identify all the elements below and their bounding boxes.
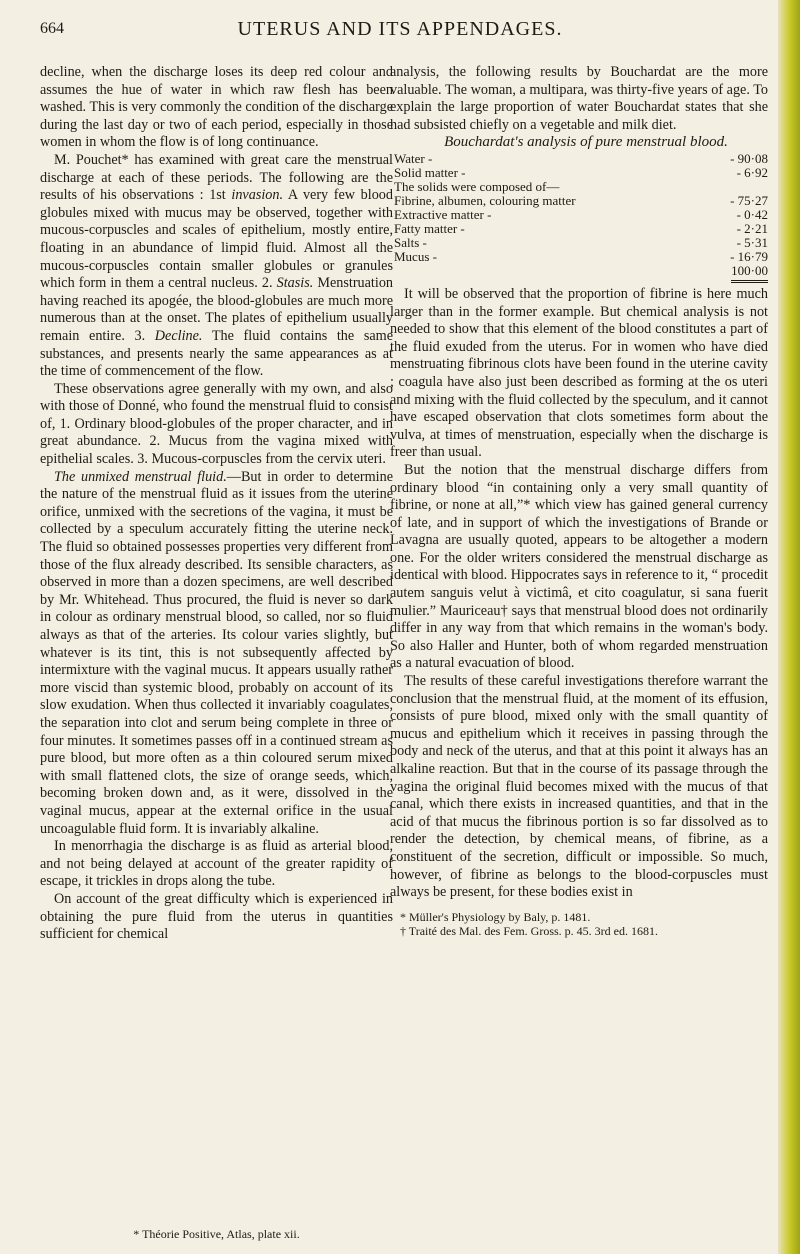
paragraph: These observations agree generally with my own, and also with those of Donné, who found the menstrual fluid to consist of, 1. Ordinary blood-globules of the proper character, and in great abundance. 2. Mucus from the vagina mixed with epithelial scales. 3. Mucous-corpuscles from the cervix uteri.: [40, 380, 393, 468]
right-column: [390, 64, 768, 938]
paragraph: In menorrhagia the discharge is as fluid as arterial blood, and not being delayed at account of the greater rapidity of escape, it trickles in drops along the tube.: [40, 838, 393, 890]
paragraph: On account of the great difficulty which is experienced in obtaining the pure fluid from the uterus in quantities sufficient for chemical: [40, 890, 393, 943]
paragraph: But the notion that the menstrual discharge differs from ordinary blood “in containing only a very small quantity of fibrine, or none at all,”* which view has gained general currency of late, and in support of which the investigations of Brande or Lavagna are usually quoted, appears to be altogether a modern one. For the older writers considered the menstrual discharge as identical with blood. Hippocrates says in reference to it, “ procedit autem sanguis velut à victimâ, et cito coagulatur, si sana fuerit mulier.” Mauriceau† says that menstrual blood does not ordinarily differ in any way from that which remains in the woman's body. So also Haller and Hunter, both of whom regarded menstruation as a natural evacuation of blood.: [390, 461, 768, 672]
table-row: Salts - - 5·31: [394, 234, 768, 250]
table-row: The solids were composed of—: [394, 178, 560, 194]
table-row: Fibrine, albumen, colouring matter - 75·27: [394, 192, 768, 208]
analysis-table: [390, 152, 768, 278]
paragraph: The unmixed menstrual fluid.—But in order to determine the nature of the menstrual fluid as it issues from the uterine orifice, unmixed with the secretions of the vagina, it must be collected by a speculum accurately fitting the uterine neck. The fluid so obtained possesses properties very different from those of the flux already described. Its sensible characters, as observed in more than a dozen specimens, are well described by Mr. Whitehead. Thus procured, the fluid is never so dark in colour as ordinary menstrual blood, so called, nor so fluid always as that of the arteries. Its colour varies slightly, but whatever is its tint, this is not subsequently affected by intermixture with the vaginal mucus. It appears usually rather more viscid than systemic blood, probably on account of its slow exudation. When thus collected it invariably coagulates, the separation into clot and serum being complete in three or four minutes. It sometimes passes off in a continued stream as pure blood, but more often as a thin coloured serum mixed with small flattened clots, the size of orange seeds, which, becoming broken down and, as it were, dissolved in the vaginal mucus, appear at the external orifice in the usual uncoagulable fluid form. It is invariably alkaline.: [40, 468, 393, 837]
footnotes: [390, 910, 768, 938]
table-row: Mucus - - 16·79: [394, 248, 768, 264]
section-heading: The unmixed menstrual fluid.: [54, 468, 227, 485]
page-number: 664: [40, 20, 64, 37]
paragraph: M. Pouchet* has examined with great care the menstrual discharge at each of these periods. The following are the results of his observations : 1st invasion. A very few blood globules mixed with mucus may be observed, together with mucous-corpuscles and scales of epithelium, mostly entire, floating in an abundance of limpid fluid. Almost all the mucous-corpuscles contain smaller globules or granules which form in them a central nucleus. 2. Stasis. Menstruation having reached its apogée, the blood-globules are much more numerous than at the onset. The plates of epithelium usually remain entire. 3. Decline. The fluid contains the same substances, and presents nearly the same appearances as at the time of commencement of the flow.: [40, 151, 394, 380]
table-total: 100·00: [731, 263, 768, 283]
footnote: * Théorie Positive, Atlas, plate xii.: [133, 1227, 300, 1241]
paragraph: analysis, the following results by Bouchardat are the more valuable. The woman, a multipara, was thirty-five years of age. To explain the large proportion of water Bouchardat states that she had subsisted chiefly on a vegetable and milk diet.: [390, 64, 768, 133]
table-total-row: [390, 264, 768, 278]
left-column: [40, 64, 393, 944]
table-title: Bouchardat's analysis of pure menstrual blood.: [444, 134, 728, 151]
running-head: UTERUS AND ITS APPENDAGES.: [237, 18, 563, 40]
table-row: Fatty matter - - 2·21: [394, 220, 768, 236]
paragraph: The results of these careful investigations therefore warrant the conclusion that the menstrual fluid, at the moment of its effusion, consists of pure blood, mixed only with the small quantity of mucus and epithelium which it receives in passing through the body and neck of the uterus, and that at this point it always has an alkaline reaction. But that in the course of its passage through the vagina the original fluid becomes mixed with the mucus of that canal, which there exists in increased quantities, and that in the acid of that mucus the fibrinous portion is so far dissolved as to render the detection, by chemical means, of fibrine, as a constituent of the secretion, difficult or impossible. So much, however, of fibrine as belongs to the blood-corpuscles must always be present, for these bodies exist in: [390, 673, 768, 901]
page-edge: [778, 0, 800, 1254]
paragraph: It will be observed that the proportion of fibrine is here much larger than in the former example. But chemical analysis is not needed to show that this element of the blood constitutes a part of the fluid exuded from the uterus. For in women who have died menstruating fibrinous clots have been found in the uterine cavity ; coagula have also just been described as forming at the os uteri and mixing with the fluid collected by the speculum, and it cannot have escaped observation that clots sometimes form about the vulva, at times of menstruation, especially when the discharge is freer than usual.: [390, 285, 768, 461]
page-header: [40, 18, 760, 46]
footnote: * Müller's Physiology by Baly, p. 1481.: [400, 909, 591, 924]
footnote: † Traité des Mal. des Fem. Gross. p. 45. 3rd ed. 1681.: [400, 923, 658, 938]
table-row: Extractive matter - - 0·42: [394, 206, 768, 222]
paragraph: decline, when the discharge loses its deep red colour and assumes the hue of water in which raw flesh has been washed. This is very commonly the condition of the discharge during the last day or two of each period, especially in those women in whom the flow is of long continuance.: [40, 64, 393, 151]
table-row: Water - - 90·08: [394, 150, 768, 166]
table-row: Solid matter - - 6·92: [394, 164, 768, 180]
